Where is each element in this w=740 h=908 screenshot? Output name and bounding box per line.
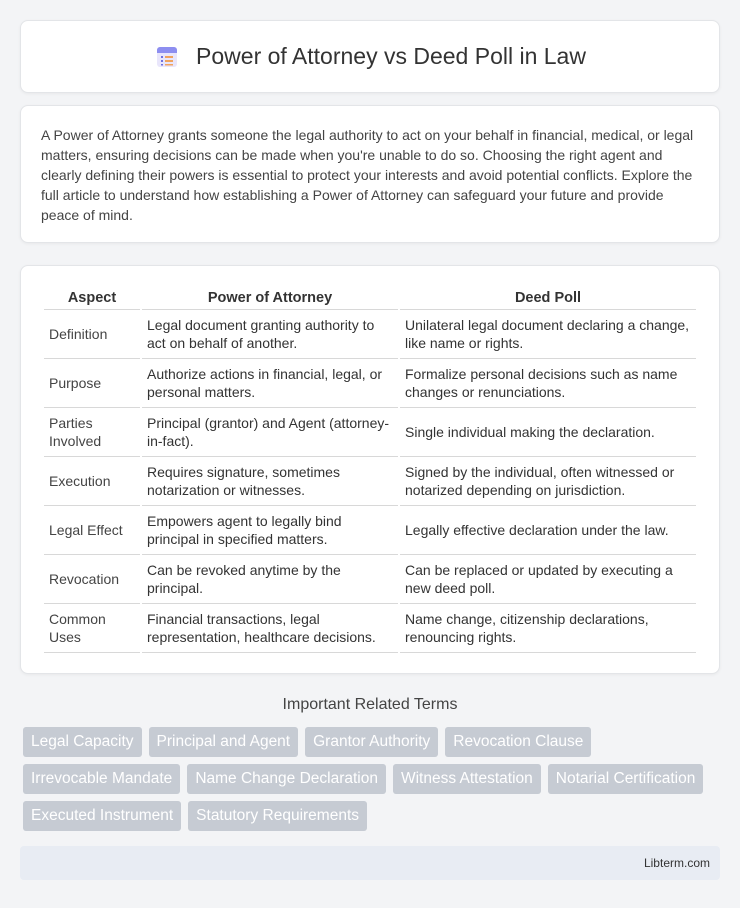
- related-term-tag[interactable]: Legal Capacity: [23, 727, 142, 757]
- related-term-tag[interactable]: Executed Instrument: [23, 801, 181, 831]
- table-row: [44, 457, 696, 506]
- related-term-tag[interactable]: Notarial Certification: [548, 764, 704, 794]
- related-terms-list: [20, 727, 720, 831]
- related-term-tag[interactable]: Grantor Authority: [305, 727, 438, 757]
- header-power-of-attorney: Power of Attorney: [142, 285, 398, 310]
- table-row: [44, 408, 696, 457]
- related-terms-title: Important Related Terms: [282, 696, 458, 713]
- header-deed-poll: Deed Poll: [400, 285, 696, 310]
- title-card: [20, 20, 720, 93]
- cell-deed-poll: Legally effective declaration under the law.: [400, 506, 696, 555]
- cell-deed-poll: Unilateral legal document declaring a change, like name or rights.: [400, 310, 696, 359]
- comparison-card: [20, 265, 720, 674]
- cell-power-of-attorney: Requires signature, sometimes notarization or witnesses.: [142, 457, 398, 506]
- table-row: [44, 506, 696, 555]
- page-title: Power of Attorney vs Deed Poll in Law: [196, 43, 586, 69]
- cell-deed-poll: Single individual making the declaration.: [400, 408, 696, 457]
- cell-aspect: Execution: [44, 457, 140, 506]
- cell-deed-poll: Formalize personal decisions such as name changes or renunciations.: [400, 359, 696, 408]
- footer-site-link[interactable]: Libterm.com: [643, 856, 710, 870]
- related-term-tag[interactable]: Name Change Declaration: [187, 764, 386, 794]
- cell-deed-poll: Name change, citizenship declarations, renouncing rights.: [400, 604, 696, 653]
- table-row: [44, 359, 696, 408]
- related-terms-section: [20, 696, 720, 831]
- table-row: [44, 604, 696, 653]
- related-term-tag[interactable]: Witness Attestation: [393, 764, 541, 794]
- cell-aspect: Revocation: [44, 555, 140, 604]
- table-row: [44, 310, 696, 359]
- cell-deed-poll: Signed by the individual, often witnessed or notarized depending on jurisdiction.: [400, 457, 696, 506]
- table-row: [44, 555, 696, 604]
- comparison-table: [42, 285, 698, 653]
- cell-aspect: Common Uses: [44, 604, 140, 653]
- related-term-tag[interactable]: Principal and Agent: [149, 727, 299, 757]
- cell-deed-poll: Can be replaced or updated by executing a new deed poll.: [400, 555, 696, 604]
- related-term-tag[interactable]: Statutory Requirements: [188, 801, 367, 831]
- header-aspect: Aspect: [44, 285, 140, 310]
- cell-aspect: Parties Involved: [44, 408, 140, 457]
- intro-text: A Power of Attorney grants someone the legal authority to act on your behalf in financial, medical, or legal matters, ensuring decisions can be made when you're unable to do so. Choosing the right agent and clearly defining their powers is essential to protect your interests and avoid potential conflicts. Explore the full article to understand how establishing a Power of Attorney can safeguard your future and provide peace of mind.: [41, 127, 694, 223]
- document-icon: [154, 44, 180, 70]
- intro-card: [20, 105, 720, 243]
- related-term-tag[interactable]: Irrevocable Mandate: [23, 764, 180, 794]
- cell-power-of-attorney: Financial transactions, legal representation, healthcare decisions.: [142, 604, 398, 653]
- cell-aspect: Legal Effect: [44, 506, 140, 555]
- cell-power-of-attorney: Empowers agent to legally bind principal in specified matters.: [142, 506, 398, 555]
- related-term-tag[interactable]: Revocation Clause: [445, 727, 591, 757]
- cell-aspect: Purpose: [44, 359, 140, 408]
- footer: [20, 846, 720, 880]
- table-header-row: [44, 285, 696, 310]
- cell-power-of-attorney: Principal (grantor) and Agent (attorney-in-fact).: [142, 408, 398, 457]
- cell-aspect: Definition: [44, 310, 140, 359]
- cell-power-of-attorney: Legal document granting authority to act on behalf of another.: [142, 310, 398, 359]
- cell-power-of-attorney: Can be revoked anytime by the principal.: [142, 555, 398, 604]
- cell-power-of-attorney: Authorize actions in financial, legal, or personal matters.: [142, 359, 398, 408]
